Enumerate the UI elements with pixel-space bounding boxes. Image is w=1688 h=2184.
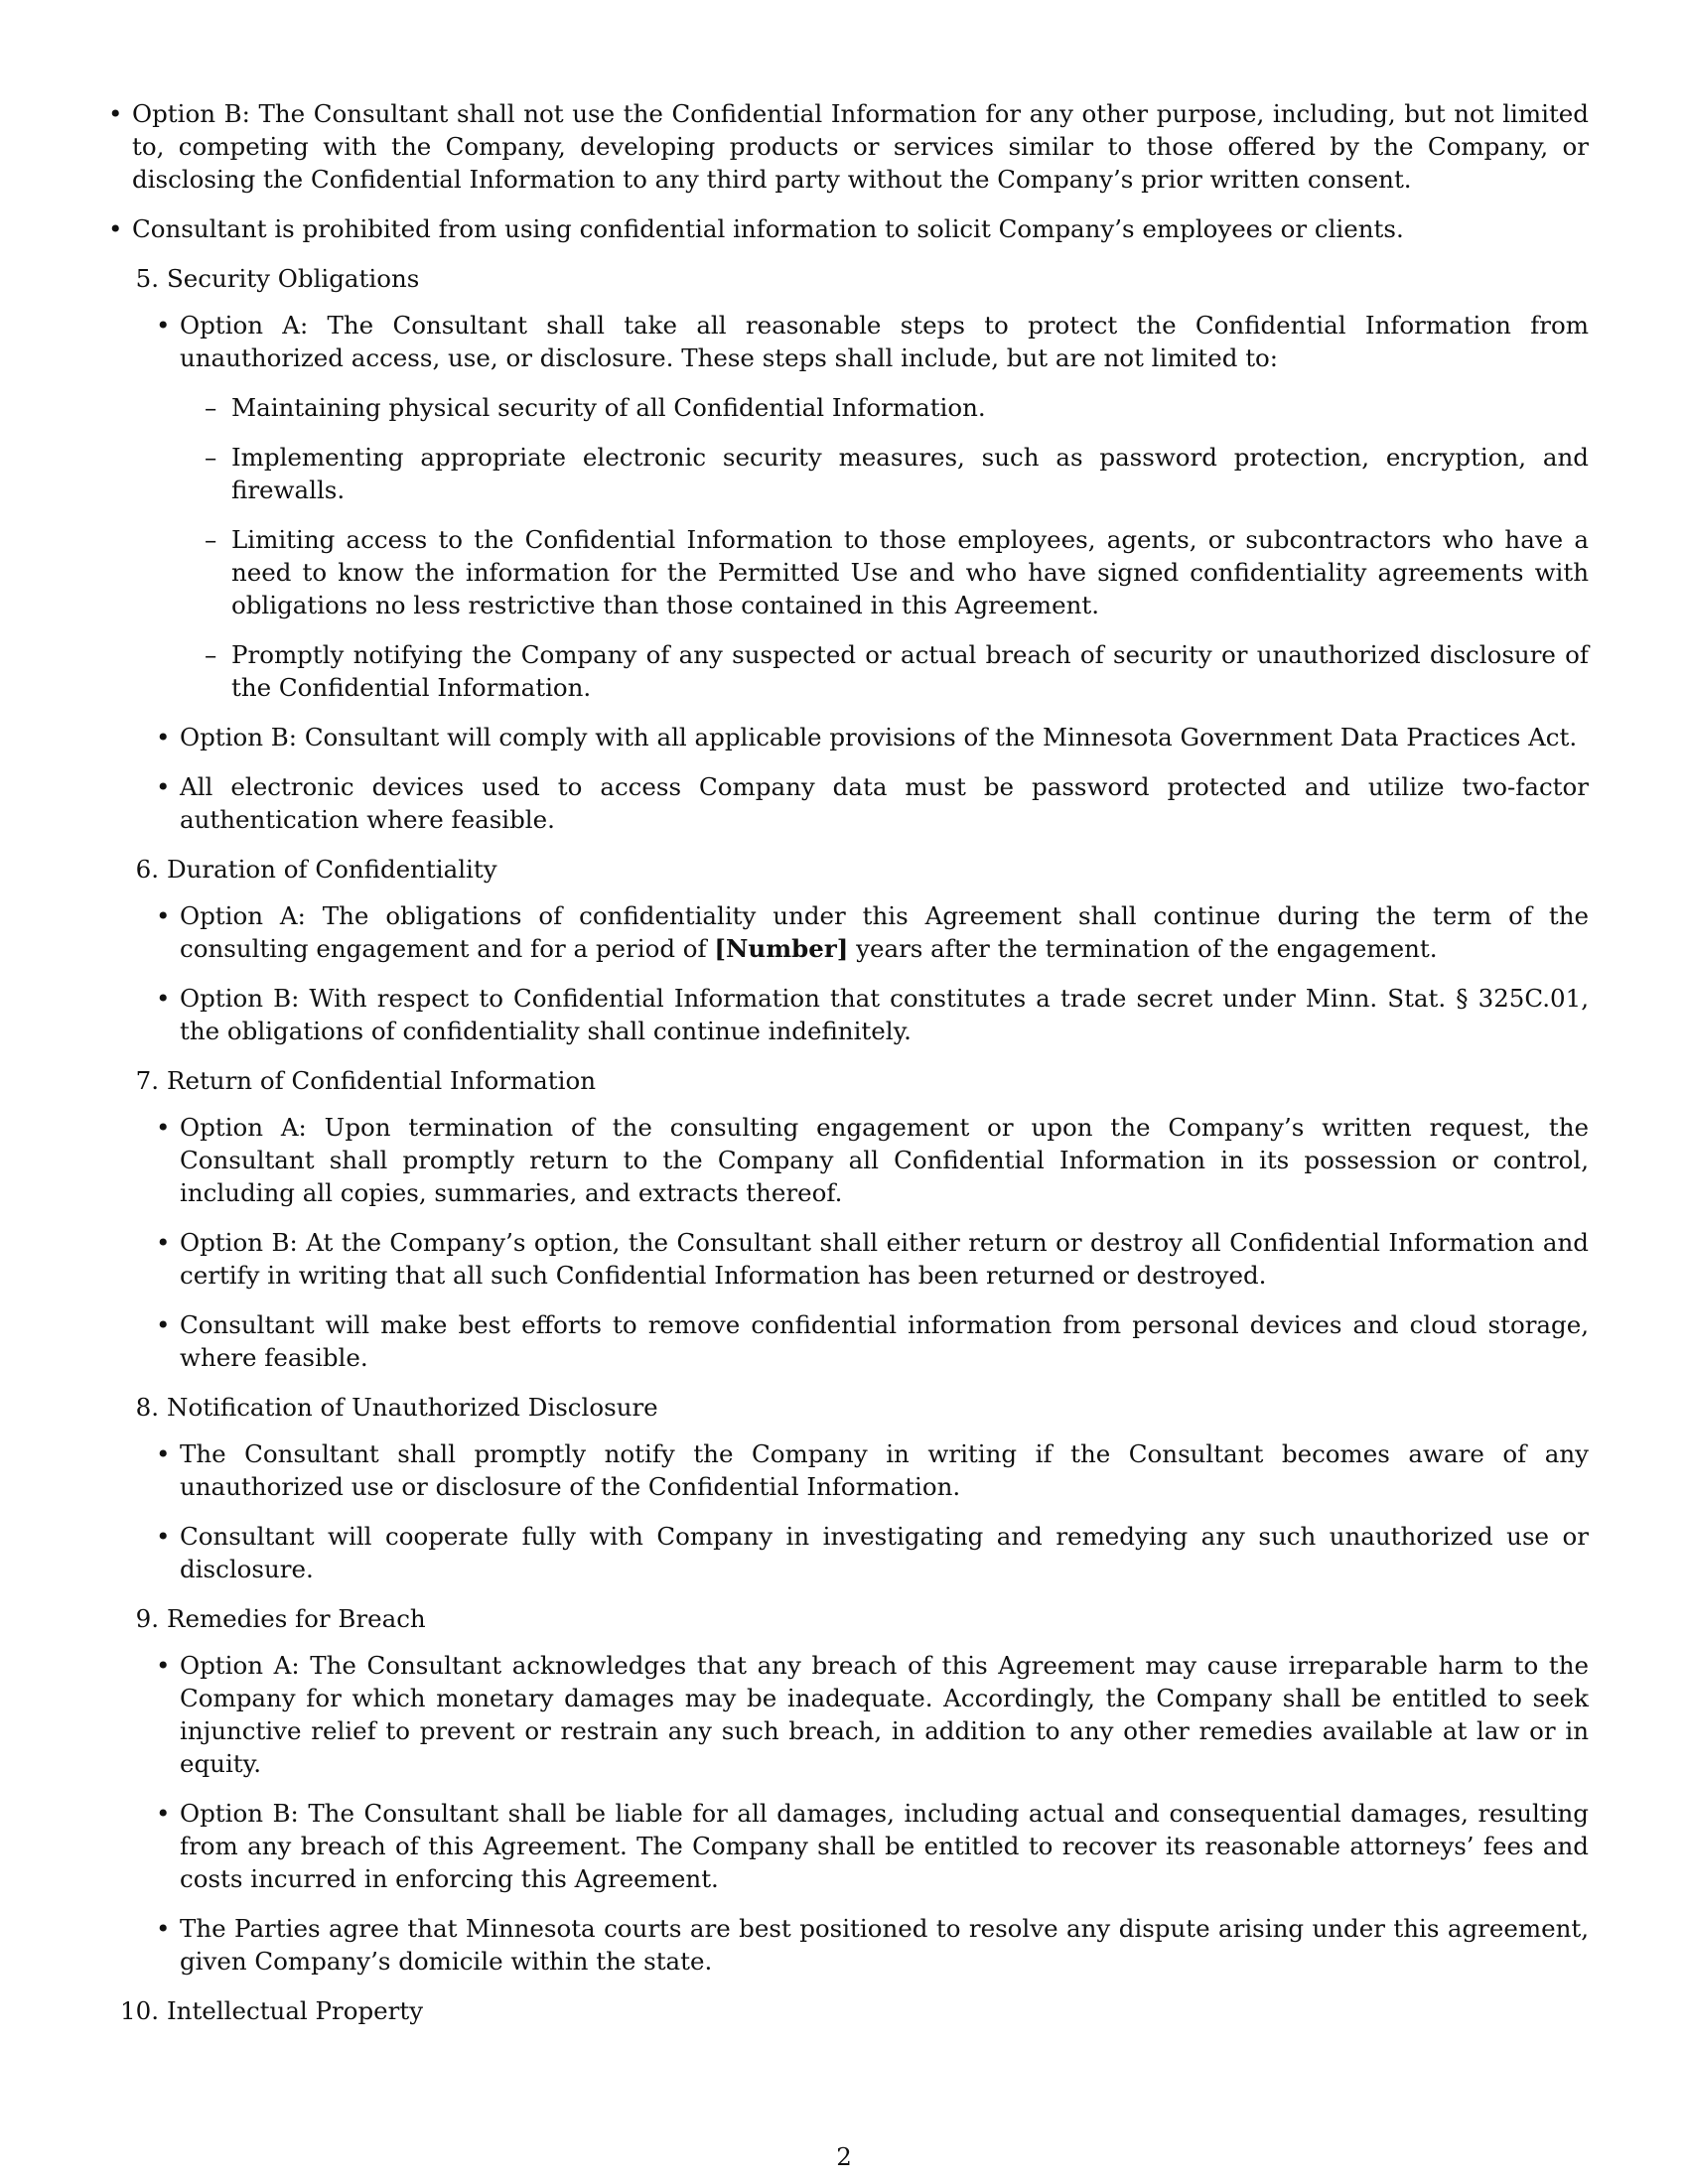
bullet-marker: • — [156, 901, 171, 930]
list-item — [119, 309, 1589, 374]
bullet-marker: • — [156, 311, 171, 340]
list-item-text: Option A: The Consultant shall take all reasonable steps to protect the Confidential Information from unauthorized access, use, or disclosure. These steps shall include, but are not limited to: — [180, 311, 1589, 372]
section-number: 7. — [135, 1066, 159, 1095]
list-item — [119, 1912, 1589, 1978]
bullet-marker: • — [108, 214, 123, 243]
section-duration-of-confidentiality — [119, 853, 1589, 1047]
section-title: Notification of Unauthorized Disclosure — [167, 1393, 658, 1422]
bullet-marker: • — [156, 1113, 171, 1142]
placeholder-number: [Number] — [714, 934, 849, 963]
list-item — [119, 1797, 1589, 1895]
bullet-marker: • — [156, 1439, 171, 1468]
section-number: 10. — [120, 1996, 159, 2025]
bullet-marker: • — [156, 1228, 171, 1257]
page-number: 2 — [836, 2142, 852, 2171]
section-title: Remedies for Breach — [167, 1604, 426, 1633]
sub-list-item — [119, 638, 1589, 704]
dash-marker: – — [205, 640, 217, 669]
bullet-marker: • — [156, 1799, 171, 1828]
bullet-marker: • — [156, 1914, 171, 1943]
sub-list-item-text: Promptly notifying the Company of any suspected or actual breach of security or unauthorized disclosure of the Confidential Information. — [231, 640, 1589, 702]
bullet-marker: • — [156, 723, 171, 751]
section-remedies-for-breach — [119, 1602, 1589, 1978]
list-item — [119, 899, 1589, 965]
section-title: Intellectual Property — [167, 1996, 424, 2025]
list-item — [71, 97, 1589, 196]
section-notification-of-unauthorized-disclosure — [119, 1391, 1589, 1585]
section-security-obligations — [119, 262, 1589, 836]
list-item-text: Consultant will cooperate fully with Company in investigating and remedying any such unauthorized use or disclosure. — [180, 1522, 1589, 1583]
continued-bullet-list — [108, 97, 1589, 245]
bullet-marker: • — [156, 1310, 171, 1339]
sub-list-item-text: Maintaining physical security of all Confidential Information. — [231, 393, 986, 422]
dash-marker: – — [205, 525, 217, 554]
section-return-of-confidential-information — [119, 1064, 1589, 1374]
sub-list-item — [119, 391, 1589, 424]
document-body — [108, 97, 1589, 2041]
bullet-marker: • — [156, 1651, 171, 1680]
list-item — [119, 1226, 1589, 1292]
list-item-text: The Consultant shall promptly notify the Company in writing if the Consultant becomes aware of any unauthorized use or disclosure of the Confidential Information. — [180, 1439, 1589, 1501]
list-item-text: Option A: Upon termination of the consulting engagement or upon the Company’s written request, the Consultant shall promptly return to the Company all Confidential Information in its possession or control, including all copies, summaries, and extracts thereof. — [180, 1113, 1589, 1207]
list-item-text: Consultant will make best efforts to remove confidential information from personal devices and cloud storage, where feasible. — [180, 1310, 1589, 1372]
section-number: 6. — [135, 855, 159, 884]
dash-marker: – — [205, 393, 217, 422]
list-item-text: Option A: The Consultant acknowledges that any breach of this Agreement may cause irreparable harm to the Company for which monetary damages may be inadequate. Accordingly, the Company shall be entitled to seek injunctive relief to prevent or restrain any such breach, in addition to any other remedies available at law or in equity. — [180, 1651, 1589, 1778]
list-item — [119, 1649, 1589, 1780]
list-item — [71, 212, 1589, 245]
list-item-text: Option B: At the Company’s option, the Consultant shall either return or destroy all Confidential Information and certify in writing that all such Confidential Information has been returned or destroyed. — [180, 1228, 1589, 1290]
section-intellectual-property — [119, 1994, 1589, 2027]
list-item — [119, 1520, 1589, 1585]
list-item — [119, 1308, 1589, 1374]
dash-marker: – — [205, 443, 217, 472]
sub-list-item-text: Limiting access to the Confidential Information to those employees, agents, or subcontractors who have a need to know the information for the Permitted Use and who have signed confidentiality agreements with obligations no less restrictive than those contained in this Agreement. — [231, 525, 1589, 619]
section-title: Return of Confidential Information — [167, 1066, 596, 1095]
list-item-text: Consultant is prohibited from using confidential information to solicit Company’s employees or clients. — [132, 214, 1404, 243]
section-title: Security Obligations — [167, 264, 420, 293]
bullet-marker: • — [108, 99, 123, 128]
list-item — [119, 721, 1589, 753]
list-item-text: The Parties agree that Minnesota courts are best positioned to resolve any dispute arising under this agreement, given Company’s domicile within the state. — [180, 1914, 1589, 1976]
bullet-marker: • — [156, 1522, 171, 1551]
list-item-text: Option B: The Consultant shall not use the Confidential Information for any other purpose, including, but not limited to, competing with the Company, developing products or services similar to those offered by the Company, or disclosing the Confidential Information to any third party without the Company’s prior written consent. — [132, 99, 1589, 194]
list-item-text: Option B: With respect to Confidential Information that constitutes a trade secret under Minn. Stat. § 325C.01, the obligations of confidentiality shall continue indefinitely. — [180, 984, 1589, 1045]
section-number: 9. — [135, 1604, 159, 1633]
list-item-text: Option B: The Consultant shall be liable for all damages, including actual and consequential damages, resulting from any breach of this Agreement. The Company shall be entitled to recover its reasonable attorneys’ fees and costs incurred in enforcing this Agreement. — [180, 1799, 1589, 1893]
sub-list-item-text: Implementing appropriate electronic security measures, such as password protection, encryption, and firewalls. — [231, 443, 1589, 504]
list-item-text: All electronic devices used to access Company data must be password protected and utilize two-factor authentication where feasible. — [180, 772, 1589, 834]
section-number: 8. — [135, 1393, 159, 1422]
sub-list-item — [119, 523, 1589, 621]
list-item — [119, 770, 1589, 836]
sub-list-item — [119, 441, 1589, 506]
list-item — [119, 1437, 1589, 1503]
bullet-marker: • — [156, 984, 171, 1013]
section-title: Duration of Confidentiality — [167, 855, 497, 884]
list-item — [119, 1111, 1589, 1209]
section-number: 5. — [135, 264, 159, 293]
list-item — [119, 982, 1589, 1047]
list-item-text: Option A: The obligations of confidentiality under this Agreement shall continue during the term of the consulting engagement and for a period of [Number] years after the termination of the engagement. — [180, 901, 1589, 963]
bullet-marker: • — [156, 772, 171, 801]
list-item-text: Option B: Consultant will comply with all applicable provisions of the Minnesota Government Data Practices Act. — [180, 723, 1578, 751]
